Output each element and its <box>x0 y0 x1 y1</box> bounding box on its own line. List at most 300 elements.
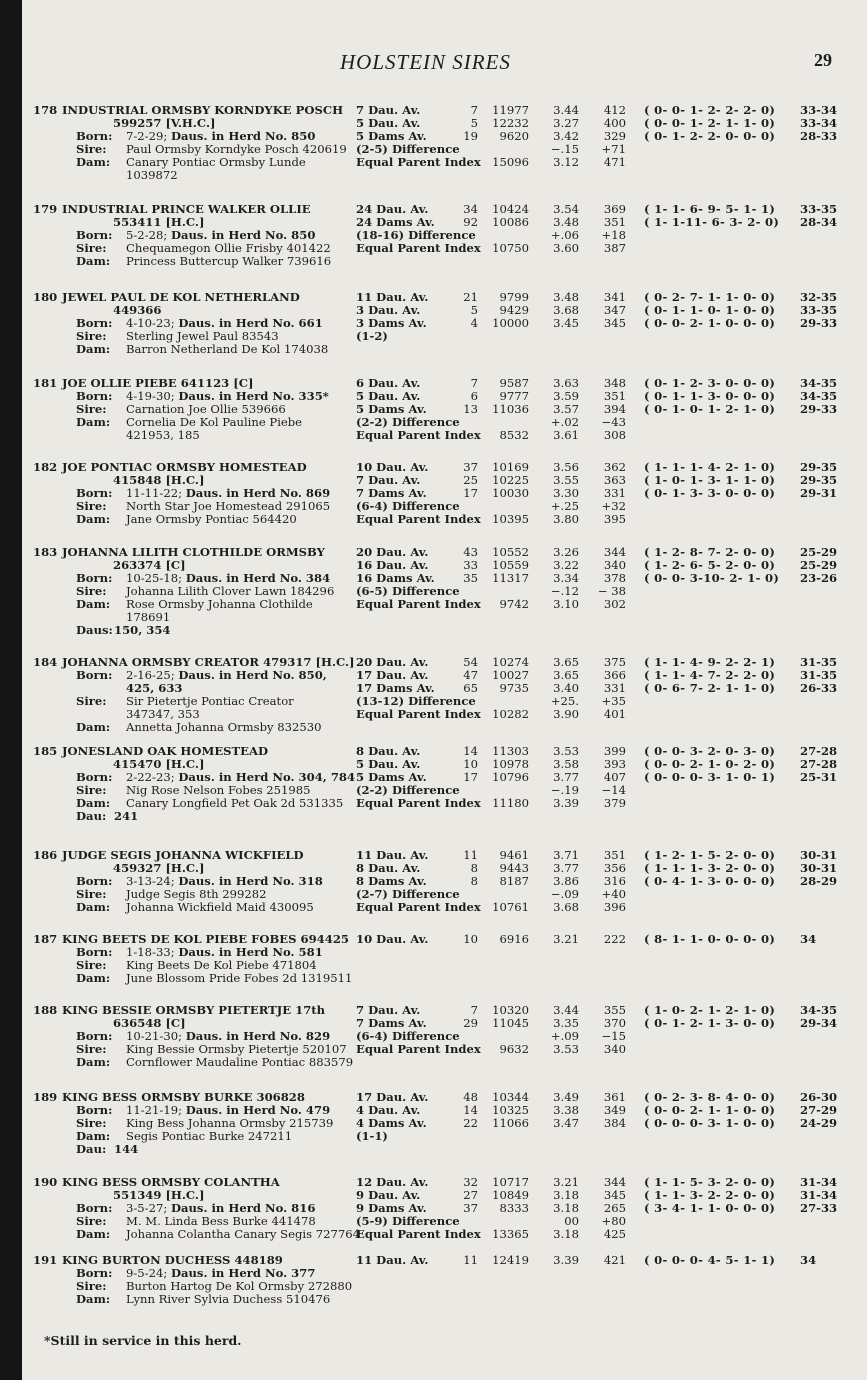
stat-fat: +32 <box>601 499 626 513</box>
stat-fat: 348 <box>603 376 626 390</box>
stat-label: 11 Dau. Av. <box>356 1253 429 1267</box>
birth-date: 3-13-24; <box>126 874 175 888</box>
stat-label: Equal Parent Index <box>356 707 481 721</box>
registration-number: 415848 [H.C.] <box>113 473 205 487</box>
sire-name: KING BEETS DE KOL PIEBE FOBES 694425 <box>62 932 349 946</box>
stat-classification: ( 0- 1- 1- 0- 1- 0- 0) <box>644 303 776 317</box>
stat-label: (6-4) Difference <box>356 499 460 513</box>
stat-milk: 10225 <box>492 473 529 487</box>
dam-value: Annetta Johanna Ormsby 832530 <box>126 720 322 734</box>
stat-fat: 345 <box>603 1188 626 1202</box>
stat-label: 16 Dau. Av. <box>356 558 429 572</box>
sire-value: Johanna Lilith Clover Lawn 184296 <box>126 584 335 598</box>
dam-label: Dam: <box>76 512 111 526</box>
stat-label: (2-5) Difference <box>356 142 460 156</box>
stat-label: 3 Dams Av. <box>356 316 427 330</box>
stat-fat: +35 <box>601 694 626 708</box>
stat-fat: 265 <box>603 1201 626 1215</box>
stat-fat-percent: 3.18 <box>553 1188 579 1202</box>
stat-classification: ( 1- 2- 6- 5- 2- 0- 0) <box>644 558 776 572</box>
stat-fat: 351 <box>603 215 626 229</box>
dam-value: Princess Buttercup Walker 739616 <box>126 254 332 268</box>
stat-milk: 10320 <box>492 1003 529 1017</box>
sire-label: Sire: <box>76 1042 107 1056</box>
stat-fat: 471 <box>603 155 626 169</box>
stat-label: Equal Parent Index <box>356 1227 481 1241</box>
stat-age-range: 29-35 <box>800 460 838 474</box>
stat-age-range: 25-31 <box>800 770 838 784</box>
stat-row <box>0 1254 867 1267</box>
stat-label: 16 Dams Av. <box>356 571 435 585</box>
dam-value: Canary Longfield Pet Oak 2d 531335 <box>126 796 344 810</box>
sire-name: INDUSTRIAL PRINCE WALKER OLLIE <box>62 202 311 216</box>
stat-count: 8 <box>470 874 478 888</box>
dam-label: Dam: <box>76 720 111 734</box>
stat-classification: ( 1- 1- 3- 2- 2- 0- 0) <box>644 1188 776 1202</box>
stat-fat-percent: 3.47 <box>553 1116 579 1130</box>
dam-value: Barron Netherland De Kol 174038 <box>126 342 329 356</box>
stat-fat-percent: −.09 <box>550 887 579 901</box>
dam-value: Segis Pontiac Burke 247211 <box>126 1129 293 1143</box>
registration-number: 263374 [C] <box>113 558 186 572</box>
stat-fat: 340 <box>603 1042 626 1056</box>
stat-fat: −14 <box>601 783 626 797</box>
stat-count: 25 <box>463 473 478 487</box>
dam-label: Dam: <box>76 597 111 611</box>
stat-label: (5-9) Difference <box>356 1214 460 1228</box>
stat-age-range: 25-29 <box>800 545 838 559</box>
stat-fat: 340 <box>603 558 626 572</box>
stat-classification: ( 0- 1- 1- 3- 0- 0- 0) <box>644 389 776 403</box>
birth-date: 11-11-22; <box>126 486 182 500</box>
stat-fat-percent: 3.10 <box>553 597 579 611</box>
stat-classification: ( 1- 1- 4- 7- 2- 2- 0) <box>644 668 776 682</box>
stat-fat-percent: 3.18 <box>553 1201 579 1215</box>
stat-fat-percent: 3.65 <box>553 668 579 682</box>
stat-fat-percent: 3.60 <box>553 241 579 255</box>
entry-number: 186 <box>33 848 58 862</box>
stat-count: 37 <box>463 460 478 474</box>
stat-fat-percent: +25. <box>550 694 579 708</box>
stat-age-range: 23-26 <box>800 571 838 585</box>
stat-label: (13-12) Difference <box>356 694 476 708</box>
birth-date: 11-21-19; <box>126 1103 182 1117</box>
dam-value: Cornflower Maudaline Pontiac 883579 <box>126 1055 354 1069</box>
registration-number: 551349 [H.C.] <box>113 1188 205 1202</box>
daughters-label: Daus: <box>76 623 113 637</box>
stat-fat-percent: 3.18 <box>553 1227 579 1241</box>
sire-value: Sir Pietertje Pontiac Creator <box>126 694 294 708</box>
sire-name: JOHANNA ORMSBY CREATOR 479317 [H.C.] <box>62 655 355 669</box>
stat-classification: ( 1- 1- 4- 9- 2- 2- 1) <box>644 655 776 669</box>
stat-milk: 11066 <box>492 1116 529 1130</box>
sire-value: Judge Segis 8th 299282 <box>126 887 267 901</box>
birth-date: 4-10-23; <box>126 316 175 330</box>
sire-label: Sire: <box>76 887 107 901</box>
stat-milk: 10552 <box>492 545 529 559</box>
sire-label: Sire: <box>76 694 107 708</box>
stat-label: 4 Dau. Av. <box>356 1103 421 1117</box>
herd-daughters: Daus. in Herd No. 829 <box>185 1029 331 1043</box>
stat-fat: 401 <box>603 707 626 721</box>
stat-milk: 10027 <box>492 668 529 682</box>
stat-fat-percent: 3.44 <box>553 103 579 117</box>
stat-fat: +80 <box>601 1214 626 1228</box>
entry-number: 179 <box>33 202 58 216</box>
sire-name: JOHANNA LILITH CLOTHILDE ORMSBY <box>62 545 325 559</box>
stat-age-range: 30-31 <box>800 848 838 862</box>
born-label: Born: <box>76 486 113 500</box>
stat-fat: 421 <box>603 1253 626 1267</box>
stat-label: (6-5) Difference <box>356 584 460 598</box>
birth-date: 5-2-28; <box>126 228 168 242</box>
stat-label: 5 Dams Av. <box>356 770 427 784</box>
stat-fat-percent: 3.35 <box>553 1016 579 1030</box>
stat-fat: 366 <box>603 668 626 682</box>
sire-value: Burton Hartog De Kol Ormsby 272880 <box>126 1279 353 1293</box>
stat-count: 92 <box>463 215 478 229</box>
stat-fat: − 38 <box>597 584 626 598</box>
stat-label: 17 Dau. Av. <box>356 1090 429 1104</box>
dam-label: Dam: <box>76 254 111 268</box>
stat-fat: 345 <box>603 316 626 330</box>
stat-milk: 10717 <box>492 1175 529 1189</box>
stat-milk: 9799 <box>499 290 529 304</box>
entry-number: 187 <box>33 932 58 946</box>
stat-fat: 347 <box>603 303 626 317</box>
stat-row <box>0 429 867 442</box>
stat-classification: ( 1- 1- 1- 3- 2- 0- 0) <box>644 861 776 875</box>
stat-fat-percent: 3.57 <box>553 402 579 416</box>
stat-classification: ( 0- 1- 2- 1- 3- 0- 0) <box>644 1016 776 1030</box>
stat-fat: 222 <box>603 932 626 946</box>
stat-fat-percent: 00 <box>564 1214 579 1228</box>
stat-fat: 370 <box>603 1016 626 1030</box>
stat-fat: 351 <box>603 848 626 862</box>
stat-label: 5 Dams Av. <box>356 129 427 143</box>
stat-fat-percent: 3.54 <box>553 202 579 216</box>
birth-date: 2-16-25; <box>126 668 175 682</box>
stat-fat-percent: 3.30 <box>553 486 579 500</box>
stat-classification: ( 0- 0- 0- 3- 1- 0- 0) <box>644 1116 776 1130</box>
stat-count: 7 <box>470 103 478 117</box>
stat-count: 5 <box>470 116 478 130</box>
sire-label: Sire: <box>76 499 107 513</box>
stat-age-range: 27-28 <box>800 744 838 758</box>
stat-label: (2-2) Difference <box>356 783 460 797</box>
stat-count: 19 <box>463 129 478 143</box>
stat-age-range: 31-35 <box>800 655 838 669</box>
sire-name: INDUSTRIAL ORMSBY KORNDYKE POSCH <box>62 103 344 117</box>
stat-label: (2-2) Difference <box>356 415 460 429</box>
stat-fat: 407 <box>603 770 626 784</box>
stat-age-range: 24-29 <box>800 1116 838 1130</box>
stat-fat-percent: 3.53 <box>553 744 579 758</box>
stat-label: 7 Dau. Av. <box>356 473 421 487</box>
stat-row <box>0 317 867 330</box>
stat-age-range: 29-31 <box>800 486 838 500</box>
stat-fat-percent: +.02 <box>550 415 579 429</box>
stat-count: 65 <box>463 681 478 695</box>
sire-label: Sire: <box>76 783 107 797</box>
stat-milk: 8532 <box>499 428 529 442</box>
stat-fat: 379 <box>603 796 626 810</box>
stat-classification: ( 1- 2- 8- 7- 2- 0- 0) <box>644 545 776 559</box>
stat-count: 43 <box>463 545 478 559</box>
stat-fat-percent: 3.22 <box>553 558 579 572</box>
born-label: Born: <box>76 571 113 585</box>
dam-label: Dam: <box>76 155 111 169</box>
stat-row <box>0 513 867 526</box>
entry-number: 178 <box>33 103 58 117</box>
stat-fat-percent: 3.65 <box>553 655 579 669</box>
stat-label: 8 Dau. Av. <box>356 861 421 875</box>
page-number: 29 <box>814 50 832 70</box>
stat-fat-percent: +.25 <box>550 499 579 513</box>
stat-fat: −15 <box>601 1029 626 1043</box>
stat-classification: ( 0- 1- 2- 3- 0- 0- 0) <box>644 376 776 390</box>
entry-number: 182 <box>33 460 58 474</box>
stat-classification: ( 1- 1- 5- 3- 2- 0- 0) <box>644 1175 776 1189</box>
entry-number: 184 <box>33 655 58 669</box>
stat-label: Equal Parent Index <box>356 512 481 526</box>
stat-label: Equal Parent Index <box>356 796 481 810</box>
sire-name: KING BESS ORMSBY BURKE 306828 <box>62 1090 305 1104</box>
stat-count: 6 <box>470 389 478 403</box>
daughters-value: 241 <box>114 809 139 823</box>
born-label: Born: <box>76 668 113 682</box>
stat-fat-percent: 3.59 <box>553 389 579 403</box>
stat-milk: 10395 <box>492 512 529 526</box>
stat-fat-percent: 3.55 <box>553 473 579 487</box>
stat-count: 22 <box>463 1116 478 1130</box>
sire-label: Sire: <box>76 958 107 972</box>
sire-label: Sire: <box>76 329 107 343</box>
stat-fat: 387 <box>603 241 626 255</box>
stat-label: 5 Dams Av. <box>356 402 427 416</box>
born-label: Born: <box>76 1201 113 1215</box>
stat-milk: 10750 <box>492 241 529 255</box>
stat-fat-percent: −.15 <box>550 142 579 156</box>
sire-name: JEWEL PAUL DE KOL NETHERLAND <box>62 290 300 304</box>
dam-value-cont: 421953, 185 <box>126 428 200 442</box>
stat-fat: +18 <box>601 228 626 242</box>
stat-fat-percent: 3.71 <box>553 848 579 862</box>
entry-number: 181 <box>33 376 58 390</box>
daughters-label: Dau: <box>76 1142 107 1156</box>
stat-row <box>0 1228 867 1241</box>
stat-age-range: 33-34 <box>800 116 838 130</box>
stat-fat-percent: 3.34 <box>553 571 579 585</box>
stat-label: 5 Dau. Av. <box>356 389 421 403</box>
stat-label: 6 Dau. Av. <box>356 376 421 390</box>
stat-label: Equal Parent Index <box>356 900 481 914</box>
herd-daughters: Daus. in Herd No. 377 <box>170 1266 316 1280</box>
stat-age-range: 34-35 <box>800 389 838 403</box>
stat-age-range: 32-35 <box>800 290 838 304</box>
herd-daughters: Daus. in Herd No. 479 <box>185 1103 331 1117</box>
stat-age-range: 29-34 <box>800 1016 838 1030</box>
stat-milk: 9632 <box>499 1042 529 1056</box>
stat-fat-percent: 3.44 <box>553 1003 579 1017</box>
born-label: Born: <box>76 1266 113 1280</box>
stat-fat-percent: 3.86 <box>553 874 579 888</box>
stat-age-range: 33-35 <box>800 202 838 216</box>
stat-classification: ( 0- 4- 1- 3- 0- 0- 0) <box>644 874 776 888</box>
stat-count: 21 <box>463 290 478 304</box>
stat-age-range: 30-31 <box>800 861 838 875</box>
sire-name: KING BESS ORMSBY COLANTHA <box>62 1175 280 1189</box>
stat-fat: −43 <box>601 415 626 429</box>
born-label: Born: <box>76 874 113 888</box>
stat-fat: 356 <box>603 861 626 875</box>
stat-classification: ( 0- 1- 3- 3- 0- 0- 0) <box>644 486 776 500</box>
stat-age-range: 28-33 <box>800 129 838 143</box>
stat-label: (6-4) Difference <box>356 1029 460 1043</box>
stat-fat: 355 <box>603 1003 626 1017</box>
stat-row <box>0 156 867 169</box>
stat-fat-percent: 3.90 <box>553 707 579 721</box>
stat-fat-percent: 3.26 <box>553 545 579 559</box>
sire-value: King Beets De Kol Piebe 471804 <box>126 958 317 972</box>
stat-fat-percent: 3.53 <box>553 1042 579 1056</box>
dam-label: Dam: <box>76 342 111 356</box>
stat-count: 14 <box>463 1103 478 1117</box>
stat-count: 54 <box>463 655 478 669</box>
stat-label: 11 Dau. Av. <box>356 848 429 862</box>
stat-fat: 369 <box>603 202 626 216</box>
stat-row <box>0 901 867 914</box>
sire-name: JONESLAND OAK HOMESTEAD <box>62 744 269 758</box>
birth-date: 1-18-33; <box>126 945 175 959</box>
stat-classification: ( 1- 1- 6- 9- 5- 1- 1) <box>644 202 776 216</box>
stat-fat-percent: 3.12 <box>553 155 579 169</box>
dam-value: Rose Ormsby Johanna Clothilde <box>126 597 313 611</box>
birth-date: 2-22-23; <box>126 770 175 784</box>
stat-age-range: 29-33 <box>800 316 838 330</box>
stat-label: 5 Dau. Av. <box>356 757 421 771</box>
stat-fat-percent: 3.40 <box>553 681 579 695</box>
dam-label: Dam: <box>76 796 111 810</box>
stat-classification: ( 1- 2- 1- 5- 2- 0- 0) <box>644 848 776 862</box>
birth-date: 4-19-30; <box>126 389 175 403</box>
sire-value: Nig Rose Nelson Fobes 251985 <box>126 783 311 797</box>
sire-name: JOE PONTIAC ORMSBY HOMESTEAD <box>62 460 307 474</box>
stat-fat: 302 <box>603 597 626 611</box>
stat-milk: 11977 <box>492 103 529 117</box>
stat-fat: 329 <box>603 129 626 143</box>
sire-label: Sire: <box>76 584 107 598</box>
stat-milk: 10344 <box>492 1090 529 1104</box>
stat-fat: 399 <box>603 744 626 758</box>
stat-fat: 362 <box>603 460 626 474</box>
stat-age-range: 34 <box>800 1253 817 1267</box>
stat-fat-percent: 3.58 <box>553 757 579 771</box>
stat-fat: 394 <box>603 402 626 416</box>
stat-age-range: 26-30 <box>800 1090 838 1104</box>
born-label: Born: <box>76 228 113 242</box>
stat-label: 20 Dau. Av. <box>356 655 429 669</box>
dam-label: Dam: <box>76 415 111 429</box>
stat-classification: ( 1- 1- 1- 4- 2- 1- 0) <box>644 460 776 474</box>
herd-daughters: Daus. in Herd No. 850 <box>170 228 316 242</box>
stat-fat: 393 <box>603 757 626 771</box>
stat-classification: ( 0- 0- 2- 1- 0- 2- 0) <box>644 757 776 771</box>
stat-label: Equal Parent Index <box>356 597 481 611</box>
herd-daughters: Daus. in Herd No. 335* <box>178 389 329 403</box>
stat-row <box>0 708 867 721</box>
stat-fat: 344 <box>603 545 626 559</box>
stat-milk: 11045 <box>492 1016 529 1030</box>
stat-age-range: 29-33 <box>800 402 838 416</box>
stat-label: 10 Dau. Av. <box>356 932 429 946</box>
registration-number: 415470 [H.C.] <box>113 757 205 771</box>
stat-fat-percent: 3.45 <box>553 316 579 330</box>
stat-label: 9 Dau. Av. <box>356 1188 421 1202</box>
stat-milk: 9429 <box>499 303 529 317</box>
stat-fat: 396 <box>603 900 626 914</box>
stat-label: (18-16) Difference <box>356 228 476 242</box>
stat-milk: 10796 <box>492 770 529 784</box>
stat-fat-percent: +.06 <box>550 228 579 242</box>
dam-label: Dam: <box>76 1227 111 1241</box>
page-title: HOLSTEIN SIRES <box>340 50 511 74</box>
dam-label: Dam: <box>76 1129 111 1143</box>
dam-value-cont: 178691 <box>126 610 171 624</box>
stat-milk: 15096 <box>492 155 529 169</box>
stat-classification: ( 0- 0- 1- 2- 2- 2- 0) <box>644 103 776 117</box>
stat-classification: ( 0- 0- 3-10- 2- 1- 0) <box>644 571 780 585</box>
stat-fat-percent: 3.48 <box>553 215 579 229</box>
sire-value: Chequamegon Ollie Frisby 401422 <box>126 241 331 255</box>
sire-value: Paul Ormsby Korndyke Posch 420619 <box>126 142 347 156</box>
stat-age-range: 28-29 <box>800 874 838 888</box>
stat-count: 14 <box>463 744 478 758</box>
stat-label: 17 Dau. Av. <box>356 668 429 682</box>
stat-classification: ( 0- 1- 0- 1- 2- 1- 0) <box>644 402 776 416</box>
stat-fat: 395 <box>603 512 626 526</box>
stat-milk: 10169 <box>492 460 529 474</box>
stat-label: 20 Dau. Av. <box>356 545 429 559</box>
stat-milk: 12232 <box>492 116 529 130</box>
stat-row <box>0 1130 867 1143</box>
stat-milk: 9461 <box>499 848 529 862</box>
entry-number: 188 <box>33 1003 58 1017</box>
sire-name: JOE OLLIE PIEBE 641123 [C] <box>62 376 254 390</box>
stat-label: (1-2) <box>356 329 388 343</box>
sire-value: King Bess Johanna Ormsby 215739 <box>126 1116 334 1130</box>
stat-fat: 378 <box>603 571 626 585</box>
stat-count: 13 <box>463 402 478 416</box>
stat-classification: ( 0- 2- 7- 1- 1- 0- 0) <box>644 290 776 304</box>
stat-classification: ( 0- 2- 3- 8- 4- 0- 0) <box>644 1090 776 1104</box>
stat-milk: 10030 <box>492 486 529 500</box>
stat-fat-percent: −.19 <box>550 783 579 797</box>
dam-value-cont: 1039872 <box>126 168 178 182</box>
stat-fat: 400 <box>603 116 626 130</box>
stat-row <box>0 1117 867 1130</box>
stat-fat-percent: 3.80 <box>553 512 579 526</box>
stat-fat: 412 <box>603 103 626 117</box>
stat-count: 7 <box>470 376 478 390</box>
dam-value: Johanna Wickfield Maid 430095 <box>126 900 314 914</box>
stat-count: 48 <box>463 1090 478 1104</box>
born-label: Born: <box>76 770 113 784</box>
dam-value: Cornelia De Kol Pauline Piebe <box>126 415 303 429</box>
stat-label: 11 Dau. Av. <box>356 290 429 304</box>
stat-count: 11 <box>463 848 478 862</box>
stat-milk: 10282 <box>492 707 529 721</box>
